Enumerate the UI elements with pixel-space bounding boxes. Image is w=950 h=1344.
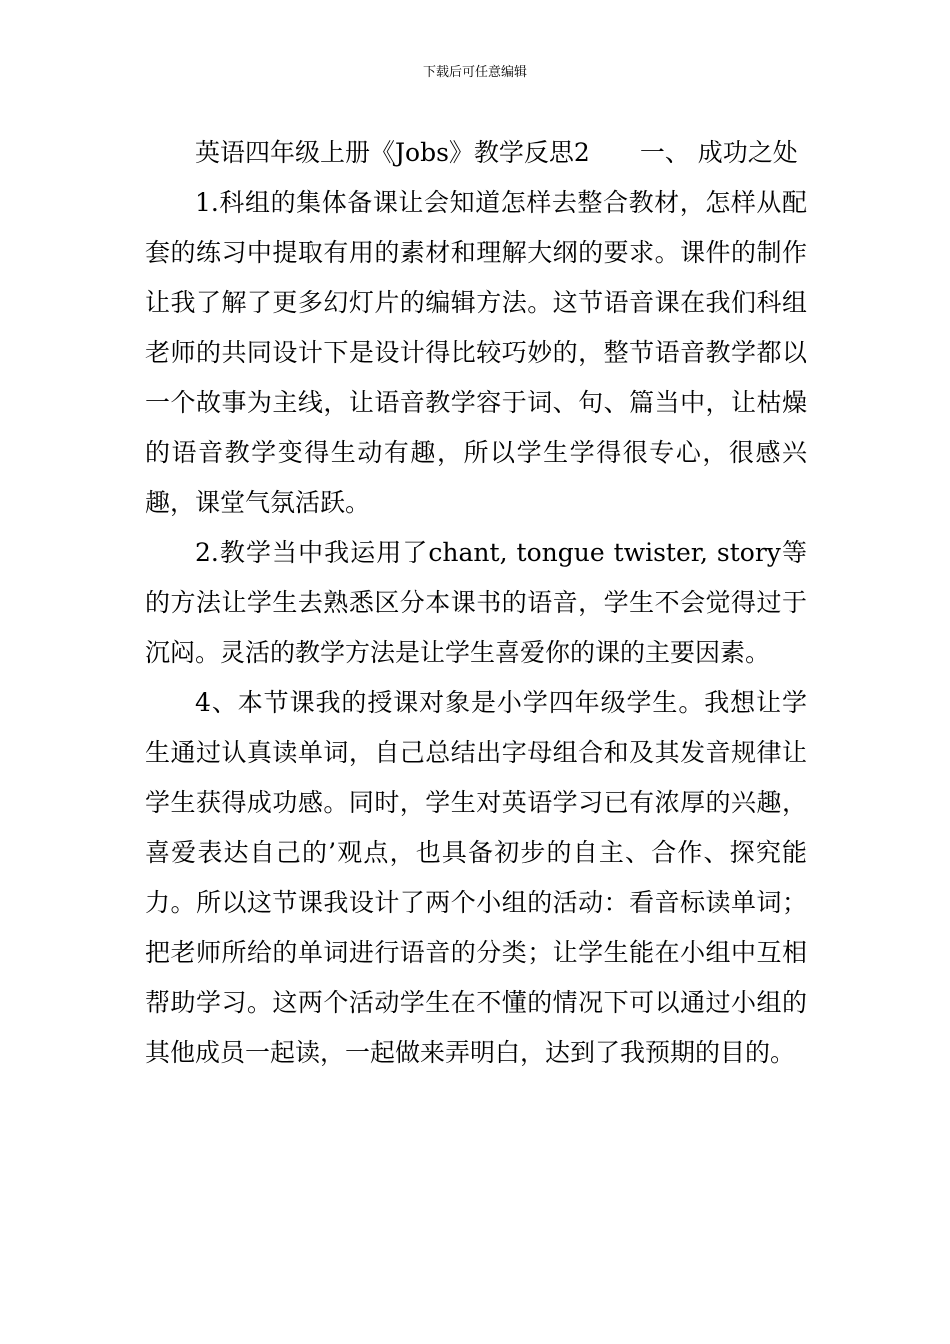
section-heading: 一、 成功之处 <box>639 138 798 167</box>
header-note: 下载后可任意编辑 <box>422 65 527 80</box>
title-line <box>145 128 807 178</box>
paragraph-2: 2.教学当中我运用了chant, tongue twister, story等的方法让学生去熟悉区分本课书的语音，学生不会觉得过于沉闷。灵活的教学方法是让学生喜爱你的课的主要因素。 <box>145 538 807 667</box>
paragraph-1: 1.科组的集体备课让会知道怎样去整合教材，怎样从配套的练习中提取有用的素材和理解大纲的要求。课件的制作让我了解了更多幻灯片的编辑方法。这节语音课在我们科组老师的共同设计下是设计得比较巧妙的，整节语音教学都以一个故事为主线，让语音教学容于词、句、篇当中，让枯燥的语音教学变得生动有趣，所以学生学得很专心，很感兴趣，课堂气氛活跃。 <box>145 188 807 517</box>
document-body <box>145 128 807 1078</box>
document-title: 英语四年级上册《Jobs》教学反思2 <box>195 138 590 167</box>
paragraph-3: 4、本节课我的授课对象是小学四年级学生。我想让学生通过认真读单词，自己总结出字母组合和及其发音规律让学生获得成功感。同时，学生对英语学习已有浓厚的兴趣，喜爱表达自己的’观点，也具备初步的自主、合作、探究能力。所以这节课我设计了两个小组的活动：看音标读单词；把老师所给的单词进行语音的分类；让学生能在小组中互相帮助学习。这两个活动学生在不懂的情况下可以通过小组的其他成员一起读，一起做来弄明白，达到了我预期的目的。 <box>145 688 807 1067</box>
